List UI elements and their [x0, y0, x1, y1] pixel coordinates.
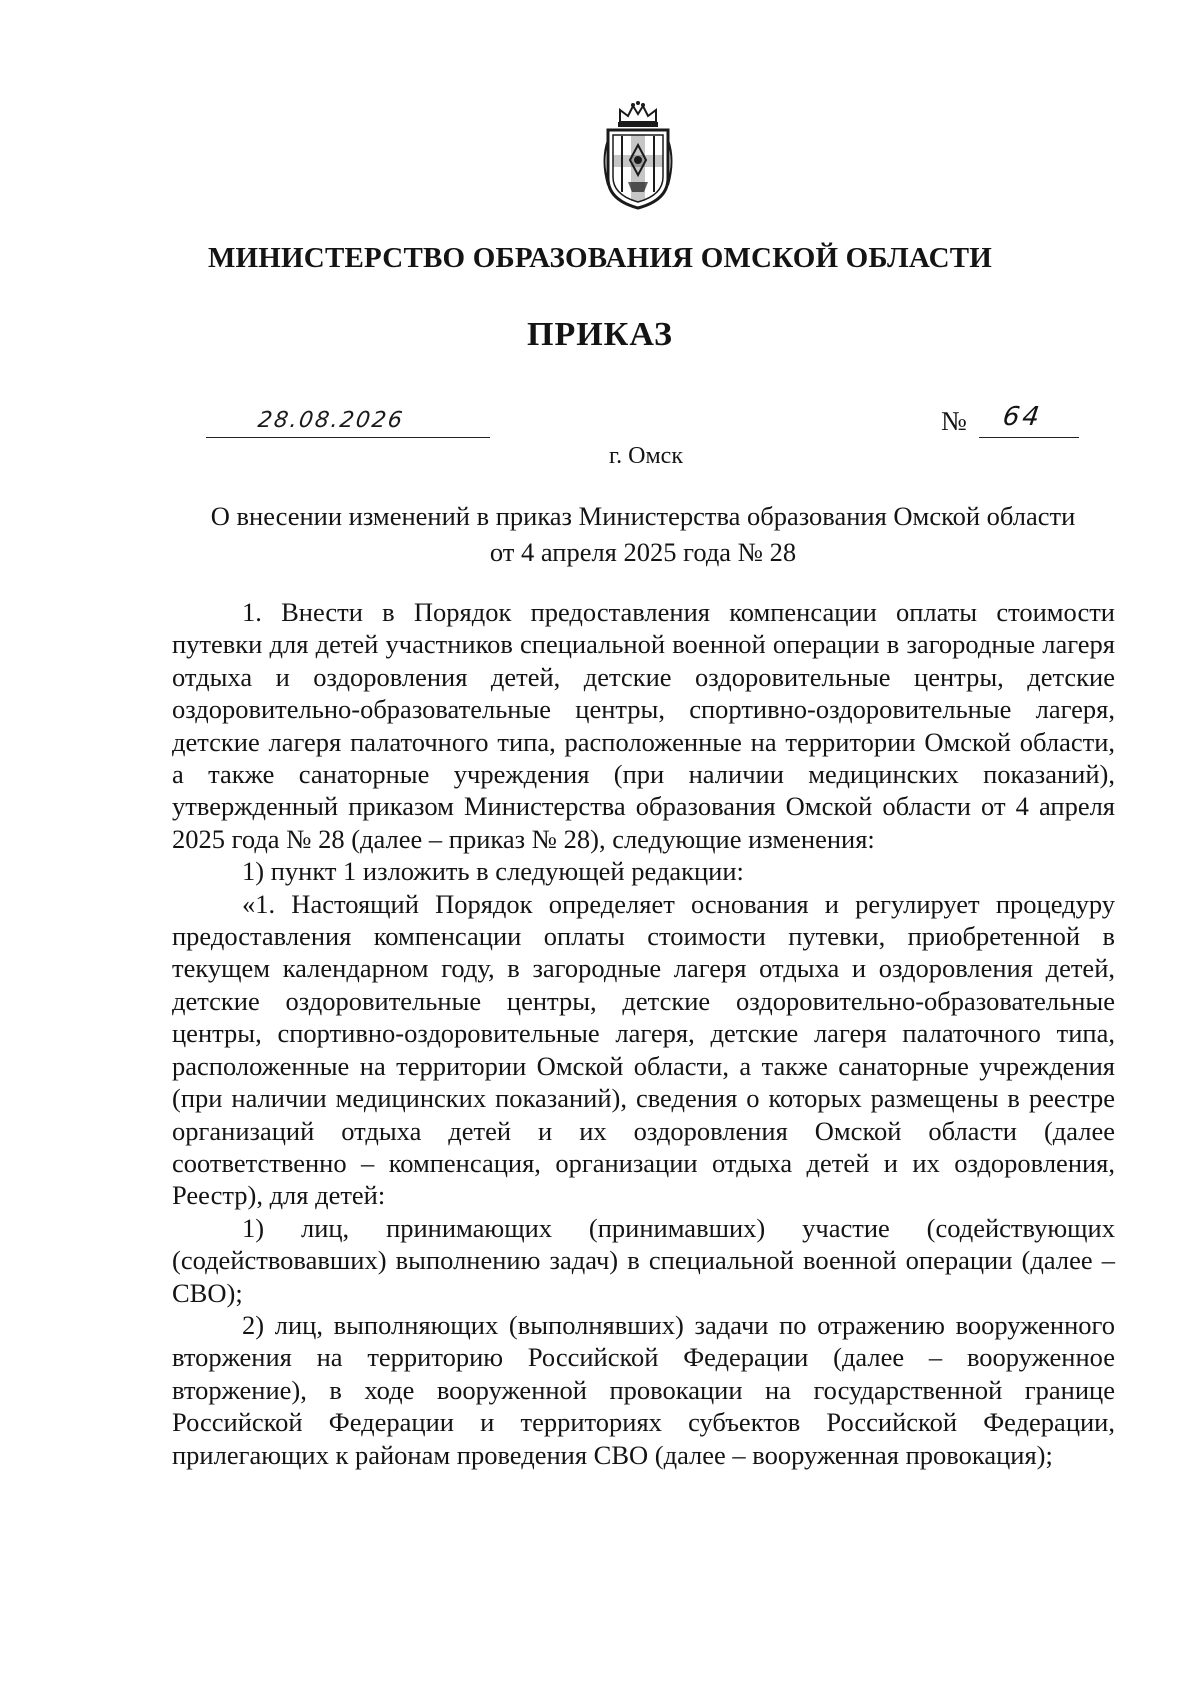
- paragraph-5: 2) лиц, выполняющих (выполнявших) задачи по отражению вооруженного вторжения на территорию Российской Федерации (далее – вооруженное вторжение), в ходе вооруженной провокации на государственной границе Российской Федерации и территориях субъектов Российской Федерации, прилегающих к районам проведения СВО (далее – вооруженная провокация);: [172, 1309, 1115, 1470]
- ministry-name: МИНИСТЕРСТВО ОБРАЗОВАНИЯ ОМСКОЙ ОБЛАСТИ: [207, 242, 993, 274]
- handwritten-date: 28.08.2026: [256, 408, 406, 433]
- coat-of-arms-icon: [598, 100, 678, 210]
- paragraph-2: 1) пункт 1 изложить в следующей редакции:: [242, 856, 744, 887]
- number-label: №: [941, 406, 967, 436]
- paragraph-4: 1) лиц, принимающих (принимавших) участие (содействующих (содействовавших) выполнению задач) в специальной военной операции (далее – СВО);: [172, 1212, 1115, 1308]
- handwritten-number: 64: [1000, 402, 1045, 432]
- date-underline: [206, 437, 490, 438]
- paragraph-3: «1. Настоящий Порядок определяет основания и регулирует процедуру предоставления компенсации оплаты стоимости путевки, приобретенной в текущем календарном году, в загородные лагеря отдыха и оздоровления детей, детские оздоровительные центры, детские оздоровительно-образовательные центры, спортивно-оздоровительные лагеря, детские лагеря палаточного типа, расположенные на территории Омской области, а также санаторные учреждения (при наличии медицинских показаний), сведения о которых размещены в реестре организаций отдыха детей и их оздоровления Омской области (далее соответственно – компенсация, организации отдыха детей и их оздоровления, Реестр), для детей:: [172, 888, 1115, 1211]
- city-name: г. Омск: [609, 443, 683, 469]
- order-body: [172, 596, 1115, 1471]
- title-line-1: О внесении изменений в приказ Министерства образования Омской области: [210, 501, 1076, 531]
- number-underline: [979, 437, 1079, 438]
- title-line-2: от 4 апреля 2025 года № 28: [489, 537, 797, 567]
- paragraph-1: 1. Внести в Порядок предоставления компенсации оплаты стоимости путевки для детей участников специальной военной операции в загородные лагеря отдыха и оздоровления детей, детские оздоровительные центры, детские оздоровительно-образовательные центры, спортивно-оздоровительные лагеря, детские лагеря палаточного типа, расположенные на территории Омской области, а также санаторные учреждения (при наличии медицинских показаний), утвержденный приказом Министерства образования Омской области от 4 апреля 2025 года № 28 (далее – приказ № 28), следующие изменения:: [172, 597, 1115, 854]
- document-type: ПРИКАЗ: [527, 316, 673, 353]
- order-title: [168, 498, 1118, 570]
